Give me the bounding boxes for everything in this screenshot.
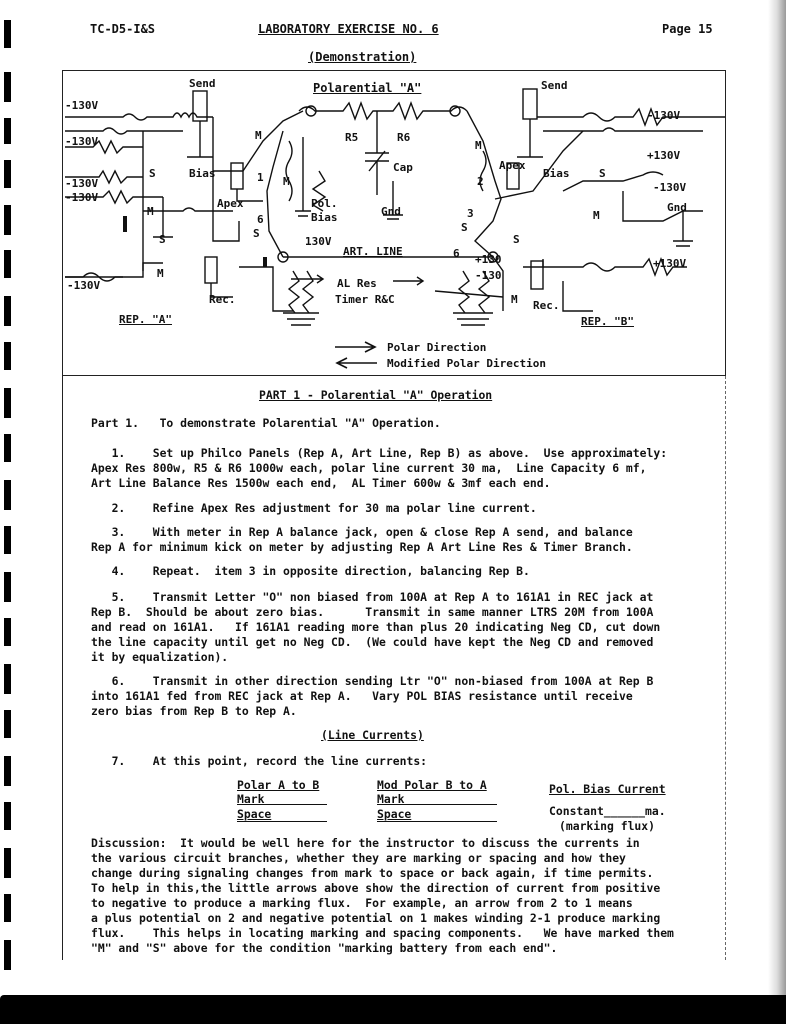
item-7: 7. At this point, record the line currents: — [91, 754, 428, 768]
rep-a-label: REP. "A" — [119, 313, 172, 326]
gnd-label: Gnd — [381, 205, 401, 218]
col1-mark: Mark — [237, 792, 265, 806]
node-label: 6 — [453, 247, 460, 260]
text-line: 6. Transmit in other direction sending Ltr "O" non-biased from 100A at Rep B — [91, 674, 654, 688]
bias-label-right: Bias — [543, 167, 570, 180]
binding-mark — [4, 848, 11, 878]
page-number: Page 15 — [662, 22, 713, 36]
spacing-label: S — [253, 227, 260, 240]
apex-label-right: Apex — [499, 159, 526, 172]
voltage-label: -130V — [653, 181, 687, 194]
text-line: Rep A for minimum kick on meter by adjusting Rep A Art Line Res & Timer Branch. — [91, 540, 633, 554]
part-title: PART 1 - Polarential "A" Operation — [259, 388, 493, 402]
al-res-label: AL Res — [337, 277, 377, 290]
send-label-right: Send — [541, 79, 568, 92]
bias-label-left: Bias — [189, 167, 216, 180]
rec-label-right: Rec. — [533, 299, 560, 312]
node-label: 2 — [477, 175, 484, 188]
voltage-label: -130V — [65, 99, 99, 112]
polar-arrow-icon — [333, 337, 381, 373]
send-label-left: Send — [189, 77, 216, 90]
voltage-label: 130V — [305, 235, 332, 248]
blank-line — [377, 804, 497, 805]
scan-bottom-edge — [0, 995, 786, 1024]
text-line: the line capacity until get no Neg CD. (We could have kept the Neg CD and removed — [91, 635, 654, 649]
scan-edge-shadow — [768, 0, 786, 1000]
cap-label: Cap — [393, 161, 413, 174]
discussion-line: flux. This helps in locating marking and spacing components. We have marked them — [91, 926, 674, 940]
spacing-label: S — [461, 221, 468, 234]
marking-label: M — [593, 209, 600, 222]
text-line: 1. Set up Philco Panels (Rep A, Art Line, Rep B) as above. Use approximately: — [91, 446, 668, 460]
text-line: Rep B. Should be about zero bias. Transmit in same manner LTRS 20M from 100A — [91, 605, 654, 619]
binding-mark — [4, 160, 11, 188]
binding-mark — [4, 802, 11, 830]
marking-label: M — [147, 205, 154, 218]
r5-label: R5 — [345, 131, 359, 144]
text-line: and read on 161A1. If 161A1 reading more than plus 20 indicating Neg CD, cut down — [91, 620, 661, 634]
spacing-label: S — [149, 167, 156, 180]
binding-mark — [4, 480, 11, 510]
binding-mark — [4, 434, 11, 462]
node-label: 1 — [257, 171, 264, 184]
diagram-title: Polarential "A" — [313, 81, 422, 95]
binding-mark — [4, 940, 11, 970]
binding-mark — [4, 388, 11, 418]
voltage-label: -130 — [475, 269, 502, 282]
discussion-line: the various circuit branches, whether they are marking or spacing and how they — [91, 851, 626, 865]
spacing-label: S — [599, 167, 606, 180]
binding-mark — [4, 205, 11, 235]
legend-polar: Polar Direction — [387, 341, 487, 354]
voltage-label: +130V — [647, 149, 681, 162]
col1-space: Space — [237, 807, 272, 821]
binding-mark — [4, 250, 11, 278]
binding-mark — [4, 118, 11, 144]
blank-line — [237, 821, 327, 822]
text-line: 2. Refine Apex Res adjustment for 30 ma polar line current. — [91, 501, 537, 515]
binding-mark — [4, 572, 11, 602]
text-line: 5. Transmit Letter "O" non biased from 100A at Rep A to 161A1 in REC jack at — [91, 590, 654, 604]
binding-mark — [4, 894, 11, 922]
marking-label: M — [511, 293, 518, 306]
voltage-label: -130V — [65, 135, 99, 148]
col3-head: Pol. Bias Current — [549, 782, 666, 796]
text-line: Part 1. To demonstrate Polarential "A" Operation. — [91, 416, 441, 430]
binding-mark — [4, 72, 11, 102]
discussion-line: "M" and "S" above for the condition "marking battery from each end". — [91, 941, 558, 955]
gnd-label: Gnd — [667, 201, 687, 214]
doc-code: TC-D5-I&S — [90, 22, 156, 36]
col2-mark: Mark — [377, 792, 405, 806]
voltage-label: +130V — [653, 257, 687, 270]
page-subtitle: (Demonstration) — [308, 50, 417, 64]
text-line: Apex Res 800w, R5 & R6 1000w each, polar line current 30 ma, Line Capacity 6 mf, — [91, 461, 647, 475]
col2-head: Mod Polar B to A — [377, 778, 487, 792]
discussion-line: a plus potential on 2 and negative potential on 1 makes winding 2-1 produce marking — [91, 911, 661, 925]
marking-label: M — [283, 175, 290, 188]
spacing-label: S — [159, 233, 166, 246]
binding-mark — [4, 710, 11, 738]
voltage-label: -130V — [65, 191, 99, 204]
node-label: 6 — [257, 213, 264, 226]
text-line: into 161A1 fed from REC jack at Rep A. Vary POL BIAS resistance until receive — [91, 689, 633, 703]
rec-label-left: Rec. — [209, 293, 236, 306]
binding-mark — [4, 618, 11, 646]
blank-line — [377, 821, 497, 822]
circuit-drawing — [63, 71, 727, 377]
exercise-text — [62, 376, 726, 960]
binding-mark — [4, 756, 11, 786]
marking-label: M — [475, 139, 482, 152]
text-line: Art Line Balance Res 1500w each end, AL Timer 600w & 3mf each end. — [91, 476, 551, 490]
spacing-label: S — [513, 233, 520, 246]
voltage-label: -130V — [65, 177, 99, 190]
rep-b-label: REP. "B" — [581, 315, 634, 328]
circuit-diagram — [62, 70, 726, 376]
voltage-label: -130V — [67, 279, 101, 292]
page-title: LABORATORY EXERCISE NO. 6 — [258, 22, 439, 36]
art-line-label: ART. LINE — [343, 245, 403, 258]
marking-label: M — [255, 129, 262, 142]
r6-label: R6 — [397, 131, 411, 144]
text-line: 4. Repeat. item 3 in opposite direction, balancing Rep B. — [91, 564, 530, 578]
text-line: zero bias from Rep B to Rep A. — [91, 704, 297, 718]
apex-label-left: Apex — [217, 197, 244, 210]
binding-mark — [4, 664, 11, 694]
text-line: it by equalization). — [91, 650, 229, 664]
col3-line: Constant______ma. — [549, 804, 666, 818]
discussion-line: change during signaling changes from mark to space or back again, if time permits. — [91, 866, 654, 880]
binding-mark — [4, 526, 11, 554]
voltage-label: -130V — [647, 109, 681, 122]
discussion-line: to negative to produce a marking flux. For example, an arrow from 2 to 1 means — [91, 896, 633, 910]
binding-mark — [4, 296, 11, 326]
text-line: 3. With meter in Rep A balance jack, open & close Rep A send, and balance — [91, 525, 633, 539]
binding-mark — [4, 20, 11, 48]
discussion-line: Discussion: It would be well here for the instructor to discuss the currents in — [91, 836, 640, 850]
marking-label: M — [157, 267, 164, 280]
col3-note: (marking flux) — [559, 819, 656, 833]
binding-mark — [4, 342, 11, 370]
discussion-line: To help in this,the little arrows above show the direction of current from positive — [91, 881, 661, 895]
node-label: 3 — [467, 207, 474, 220]
blank-line — [237, 804, 327, 805]
voltage-label: +130 — [475, 253, 502, 266]
pol-bias-label: Pol. Bias — [311, 197, 338, 224]
legend-modified: Modified Polar Direction — [387, 357, 546, 370]
col1-head: Polar A to B — [237, 778, 320, 792]
line-currents-title: (Line Currents) — [321, 728, 424, 742]
timer-label: Timer R&C — [335, 293, 395, 306]
col2-space: Space — [377, 807, 412, 821]
